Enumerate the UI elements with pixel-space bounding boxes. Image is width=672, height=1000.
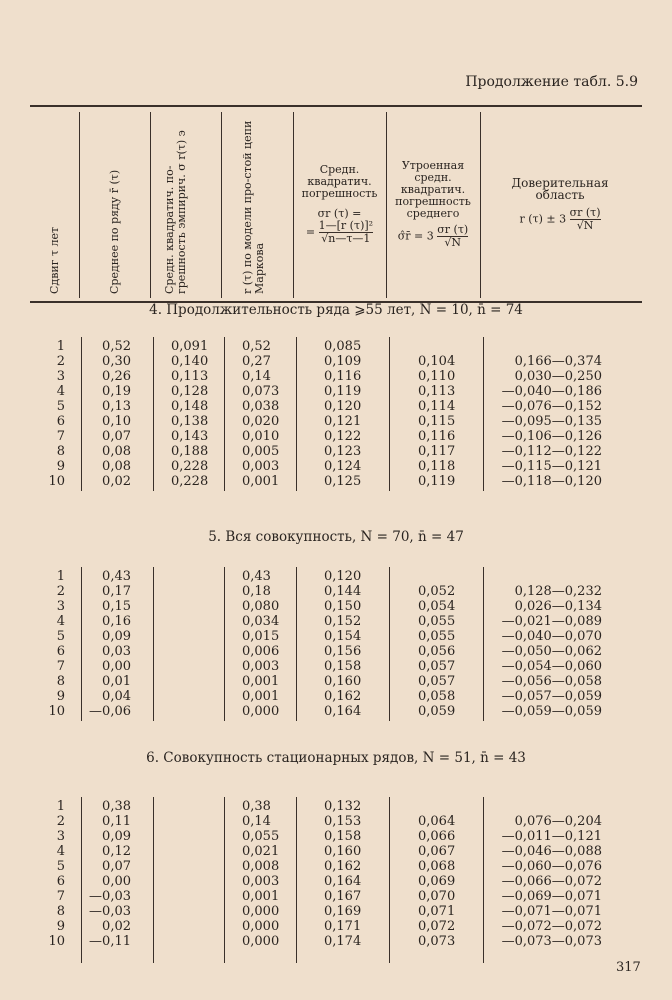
table-cell: 0,110: [418, 369, 456, 384]
fraction-denominator: √N: [444, 235, 462, 249]
header-empirical-error-label: Средн. квадратич. по-грешность эмпирич. σ r(τ) э: [162, 130, 188, 294]
table-cell: 0,015: [242, 629, 280, 644]
table-cell: 6: [56, 874, 65, 889]
table-cell: —0,076—0,152: [501, 399, 602, 414]
header-mean-label: Среднее по ряду r̄ (τ): [107, 169, 121, 294]
table-row: [0, 569, 672, 584]
table-cell: 0,160: [324, 844, 362, 859]
table-cell: 5: [56, 629, 65, 644]
table-cell: 0,122: [324, 429, 362, 444]
table-cell: 0,03: [102, 644, 131, 659]
table-cell: 0,156: [324, 644, 362, 659]
table-cell: 0,114: [418, 399, 456, 414]
table-cell: 0,164: [324, 704, 362, 719]
table-cell: 0,073: [418, 934, 456, 949]
table-cell: 0,026—0,134: [514, 599, 602, 614]
table-cell: 0,021: [242, 844, 280, 859]
table-cell: 7: [56, 429, 65, 444]
table-cell: 0,124: [324, 459, 362, 474]
table-cell: 0,120: [324, 569, 362, 584]
table-row: [0, 689, 672, 704]
table-row: [0, 399, 672, 414]
table-cell: 0,11: [102, 814, 131, 829]
table-cell: 0,150: [324, 599, 362, 614]
table-cell: —0,056—0,058: [501, 674, 602, 689]
table-cell: 0,067: [418, 844, 456, 859]
header-mean: [79, 108, 150, 300]
table-cell: 0,104: [418, 354, 456, 369]
table-cell: 0,006: [242, 644, 280, 659]
table-cell: 0,071: [418, 904, 456, 919]
table-row: [0, 659, 672, 674]
table-cell: 0,160: [324, 674, 362, 689]
header-mean-error-title: Утроенная средн. квадратич. погрешность среднего: [395, 158, 471, 220]
table-row: [0, 339, 672, 354]
header-confidence-fraction: [570, 207, 601, 232]
table-cell: 0,113: [418, 384, 456, 399]
table-row: [0, 889, 672, 904]
table-cell: 0,162: [324, 859, 362, 874]
table-cell: 0,080: [242, 599, 280, 614]
table-row: [0, 384, 672, 399]
table-cell: 0,000: [242, 704, 280, 719]
table-cell: —0,060—0,076: [501, 859, 602, 874]
table-row: [0, 814, 672, 829]
table-cell: 0,123: [324, 444, 362, 459]
table-row: [0, 934, 672, 949]
table-cell: 0,171: [324, 919, 362, 934]
table-cell: 5: [56, 859, 65, 874]
table-row: [0, 599, 672, 614]
table-cell: 0,43: [102, 569, 131, 584]
header-markov-label: r (τ) по модели про-стой цепи Маркова: [241, 120, 266, 294]
table-cell: 6: [56, 644, 65, 659]
header-rms-error-fraction: [319, 220, 373, 245]
table-cell: 0,056: [418, 644, 456, 659]
table-cell: 0,38: [102, 799, 131, 814]
table-cell: —0,011—0,121: [501, 829, 602, 844]
fraction-denominator: √n—τ—1: [321, 231, 371, 245]
table-cell: 2: [56, 584, 65, 599]
fraction-numerator: σr (τ): [437, 222, 469, 236]
table-row: [0, 354, 672, 369]
header-mean-error-fraction: [437, 224, 468, 249]
table-cell: 0,055: [418, 629, 456, 644]
table-cell: 0,001: [242, 674, 280, 689]
table-cell: 1: [56, 339, 65, 354]
table-cell: 7: [56, 659, 65, 674]
table-cell: 0,091: [171, 339, 209, 354]
header-shift: [30, 108, 79, 300]
table-cell: —0,069—0,071: [501, 889, 602, 904]
table-cell: 0,057: [418, 659, 456, 674]
table-row: [0, 859, 672, 874]
table-cell: 7: [56, 889, 65, 904]
table-cell: 0,09: [102, 629, 131, 644]
table-cell: 0,04: [102, 689, 131, 704]
table-cell: 3: [56, 829, 65, 844]
table-cell: 0,001: [242, 689, 280, 704]
table-cell: —0,073—0,073: [501, 934, 602, 949]
table-cell: 0,000: [242, 934, 280, 949]
table-cell: 0,00: [102, 874, 131, 889]
table-cell: 0,003: [242, 874, 280, 889]
table-row: [0, 414, 672, 429]
table-cell: 6: [56, 414, 65, 429]
header-rms-error-lhs: σr (τ) =: [317, 206, 362, 220]
table-cell: 0,08: [102, 444, 131, 459]
table-cell: 0,43: [242, 569, 271, 584]
table-cell: 0,008: [242, 859, 280, 874]
table-row: [0, 459, 672, 474]
table-cell: 0,125: [324, 474, 362, 489]
table-cell: 0,144: [324, 584, 362, 599]
table-cell: 0,120: [324, 399, 362, 414]
table-cell: 0,143: [171, 429, 209, 444]
table-cell: 0,020: [242, 414, 280, 429]
table-cell: 0,001: [242, 474, 280, 489]
table-cell: —0,112—0,122: [501, 444, 602, 459]
section-title: 4. Продолжительность ряда ⩾55 лет, N = 10, n̄ = 74: [149, 302, 523, 318]
table-cell: 0,070: [418, 889, 456, 904]
table-cell: 0,073: [242, 384, 280, 399]
table-cell: 0,228: [171, 459, 209, 474]
table-cell: 5: [56, 399, 65, 414]
table-row: [0, 474, 672, 489]
table-cell: 0,166—0,374: [514, 354, 602, 369]
table-row: [0, 844, 672, 859]
table-cell: —0,059—0,059: [501, 704, 602, 719]
table-row: [0, 829, 672, 844]
table-row: [0, 369, 672, 384]
table-cell: 10: [48, 704, 65, 719]
table-cell: 0,01: [102, 674, 131, 689]
section-title: 6. Совокупность стационарных рядов, N = 51, n̄ = 43: [146, 750, 526, 766]
table-cell: 8: [56, 444, 65, 459]
table-cell: —0,071—0,071: [501, 904, 602, 919]
table-cell: 0,09: [102, 829, 131, 844]
table-cell: 0,055: [242, 829, 280, 844]
table-row: [0, 799, 672, 814]
table-cell: 4: [56, 384, 65, 399]
table-cell: 0,148: [171, 399, 209, 414]
table-row: [0, 874, 672, 889]
table-row: [0, 584, 672, 599]
table-cell: 0,158: [324, 829, 362, 844]
table-cell: 0,152: [324, 614, 362, 629]
header-empirical-error: [150, 108, 221, 300]
table-cell: 0,14: [242, 369, 271, 384]
table-cell: 0,128—0,232: [514, 584, 602, 599]
table-cell: 9: [56, 459, 65, 474]
table-cell: 0,116: [324, 369, 362, 384]
table-cell: 0,005: [242, 444, 280, 459]
header-shift-label: Сдвиг τ лет: [47, 226, 61, 294]
table-cell: 0,132: [324, 799, 362, 814]
table-cell: 0,055: [418, 614, 456, 629]
header-confidence: [480, 108, 640, 300]
table-cell: —0,106—0,126: [501, 429, 602, 444]
table-cell: 0,26: [102, 369, 131, 384]
table-cell: 0,228: [171, 474, 209, 489]
header-confidence-lhs: r (τ) ± 3: [519, 212, 567, 225]
fraction-denominator: √N: [576, 218, 594, 232]
table-cell: 0,52: [102, 339, 131, 354]
table-cell: 0,064: [418, 814, 456, 829]
table-cell: —0,118—0,120: [501, 474, 602, 489]
table-cell: 0,076—0,204: [514, 814, 602, 829]
table-cell: 10: [48, 474, 65, 489]
table-cell: 0,115: [418, 414, 456, 429]
table-cell: 4: [56, 844, 65, 859]
table-cell: —0,066—0,072: [501, 874, 602, 889]
table-cell: —0,03: [89, 889, 131, 904]
table-cell: —0,115—0,121: [501, 459, 602, 474]
table-cell: 0,164: [324, 874, 362, 889]
table-cell: —0,040—0,186: [501, 384, 602, 399]
header-top-rule: [30, 105, 642, 107]
table-cell: —0,050—0,062: [501, 644, 602, 659]
table-cell: —0,11: [89, 934, 131, 949]
table-cell: 0,07: [102, 429, 131, 444]
table-cell: 0,118: [418, 459, 456, 474]
table-cell: 0,27: [242, 354, 271, 369]
table-cell: 0,188: [171, 444, 209, 459]
table-cell: 0,140: [171, 354, 209, 369]
table-cell: 0,109: [324, 354, 362, 369]
table-cell: 0,119: [324, 384, 362, 399]
fraction-numerator: 1—[r (τ)]²: [318, 218, 374, 232]
table-row: [0, 614, 672, 629]
table-row: [0, 429, 672, 444]
table-cell: 0,14: [242, 814, 271, 829]
table-cell: 0,000: [242, 919, 280, 934]
table-cell: 0,113: [171, 369, 209, 384]
table-cell: 0,07: [102, 859, 131, 874]
table-cell: 1: [56, 799, 65, 814]
table-cell: 0,08: [102, 459, 131, 474]
table-cell: 0,15: [102, 599, 131, 614]
table-cell: 2: [56, 814, 65, 829]
table-cell: 0,058: [418, 689, 456, 704]
table-cell: —0,03: [89, 904, 131, 919]
header-markov: [221, 108, 293, 300]
table-cell: 8: [56, 674, 65, 689]
table-cell: 0,128: [171, 384, 209, 399]
table-cell: 0,003: [242, 659, 280, 674]
table-cell: 0,057: [418, 674, 456, 689]
table-cell: 0,138: [171, 414, 209, 429]
table-cell: 1: [56, 569, 65, 584]
table-cell: 0,000: [242, 904, 280, 919]
table-cell: 8: [56, 904, 65, 919]
header-mean-error: [386, 108, 480, 300]
table-row: [0, 704, 672, 719]
table-cell: 0,119: [418, 474, 456, 489]
fraction-numerator: σr (τ): [569, 205, 601, 219]
table-cell: —0,054—0,060: [501, 659, 602, 674]
table-cell: 10: [48, 934, 65, 949]
table-cell: —0,072—0,072: [501, 919, 602, 934]
table-cell: —0,040—0,070: [501, 629, 602, 644]
table-cell: 0,121: [324, 414, 362, 429]
table-cell: 0,069: [418, 874, 456, 889]
table-cell: 0,054: [418, 599, 456, 614]
table-cell: 0,059: [418, 704, 456, 719]
table-cell: —0,06: [89, 704, 131, 719]
table-cell: 0,162: [324, 689, 362, 704]
table-cell: 4: [56, 614, 65, 629]
table-row: [0, 444, 672, 459]
table-cell: 0,00: [102, 659, 131, 674]
table-cell: 0,30: [102, 354, 131, 369]
table-cell: 0,066: [418, 829, 456, 844]
table-cell: 0,117: [418, 444, 456, 459]
table-cell: 0,38: [242, 799, 271, 814]
table-cell: 0,10: [102, 414, 131, 429]
table-row: [0, 644, 672, 659]
page-number: 317: [616, 960, 641, 975]
table-cell: 0,02: [102, 919, 131, 934]
table-cell: 3: [56, 369, 65, 384]
table-cell: 0,153: [324, 814, 362, 829]
table-cell: 0,034: [242, 614, 280, 629]
table-cell: 0,154: [324, 629, 362, 644]
table-cell: 0,068: [418, 859, 456, 874]
header-confidence-title: Доверительная область: [511, 175, 609, 202]
table-cell: —0,057—0,059: [501, 689, 602, 704]
table-cell: 0,001: [242, 889, 280, 904]
table-row: [0, 629, 672, 644]
header-rms-error: Средн. квадратич. погрешность σr (τ) = = $\frac{\text{1—[r (τ)]²}}{√n—\tau—1}$: [293, 108, 386, 300]
section-title: 5. Вся совокупность, N = 70, n̄ = 47: [208, 529, 464, 545]
table-cell: 0,17: [102, 584, 131, 599]
table-cell: —0,021—0,089: [501, 614, 602, 629]
table-row: [0, 904, 672, 919]
table-cell: 0,167: [324, 889, 362, 904]
table-cell: 0,174: [324, 934, 362, 949]
table-cell: 0,19: [102, 384, 131, 399]
table-cell: —0,046—0,088: [501, 844, 602, 859]
table-cell: 0,038: [242, 399, 280, 414]
table-cell: 3: [56, 599, 65, 614]
table-cell: 0,030—0,250: [514, 369, 602, 384]
table-cell: 0,13: [102, 399, 131, 414]
table-row: [0, 674, 672, 689]
table-cell: 0,072: [418, 919, 456, 934]
table-cell: 0,169: [324, 904, 362, 919]
table-cell: —0,095—0,135: [501, 414, 602, 429]
header-rms-error-title: Средн. квадратич. погрешность: [301, 162, 378, 200]
table-row: [0, 919, 672, 934]
table-cell: 0,52: [242, 339, 271, 354]
table-cell: 9: [56, 689, 65, 704]
table-cell: 0,116: [418, 429, 456, 444]
table-cell: 0,158: [324, 659, 362, 674]
table-cell: 0,010: [242, 429, 280, 444]
table-cell: 0,02: [102, 474, 131, 489]
table-cell: 0,003: [242, 459, 280, 474]
table-cell: 9: [56, 919, 65, 934]
table-cell: 0,052: [418, 584, 456, 599]
table-cell: 0,16: [102, 614, 131, 629]
header-mean-error-lhs: σ̂r̄ = 3: [397, 229, 434, 242]
table-cell: 2: [56, 354, 65, 369]
table-cell: 0,12: [102, 844, 131, 859]
table-cell: 0,18: [242, 584, 271, 599]
continuation-caption: Продолжение табл. 5.9: [465, 74, 638, 90]
table-cell: 0,085: [324, 339, 362, 354]
